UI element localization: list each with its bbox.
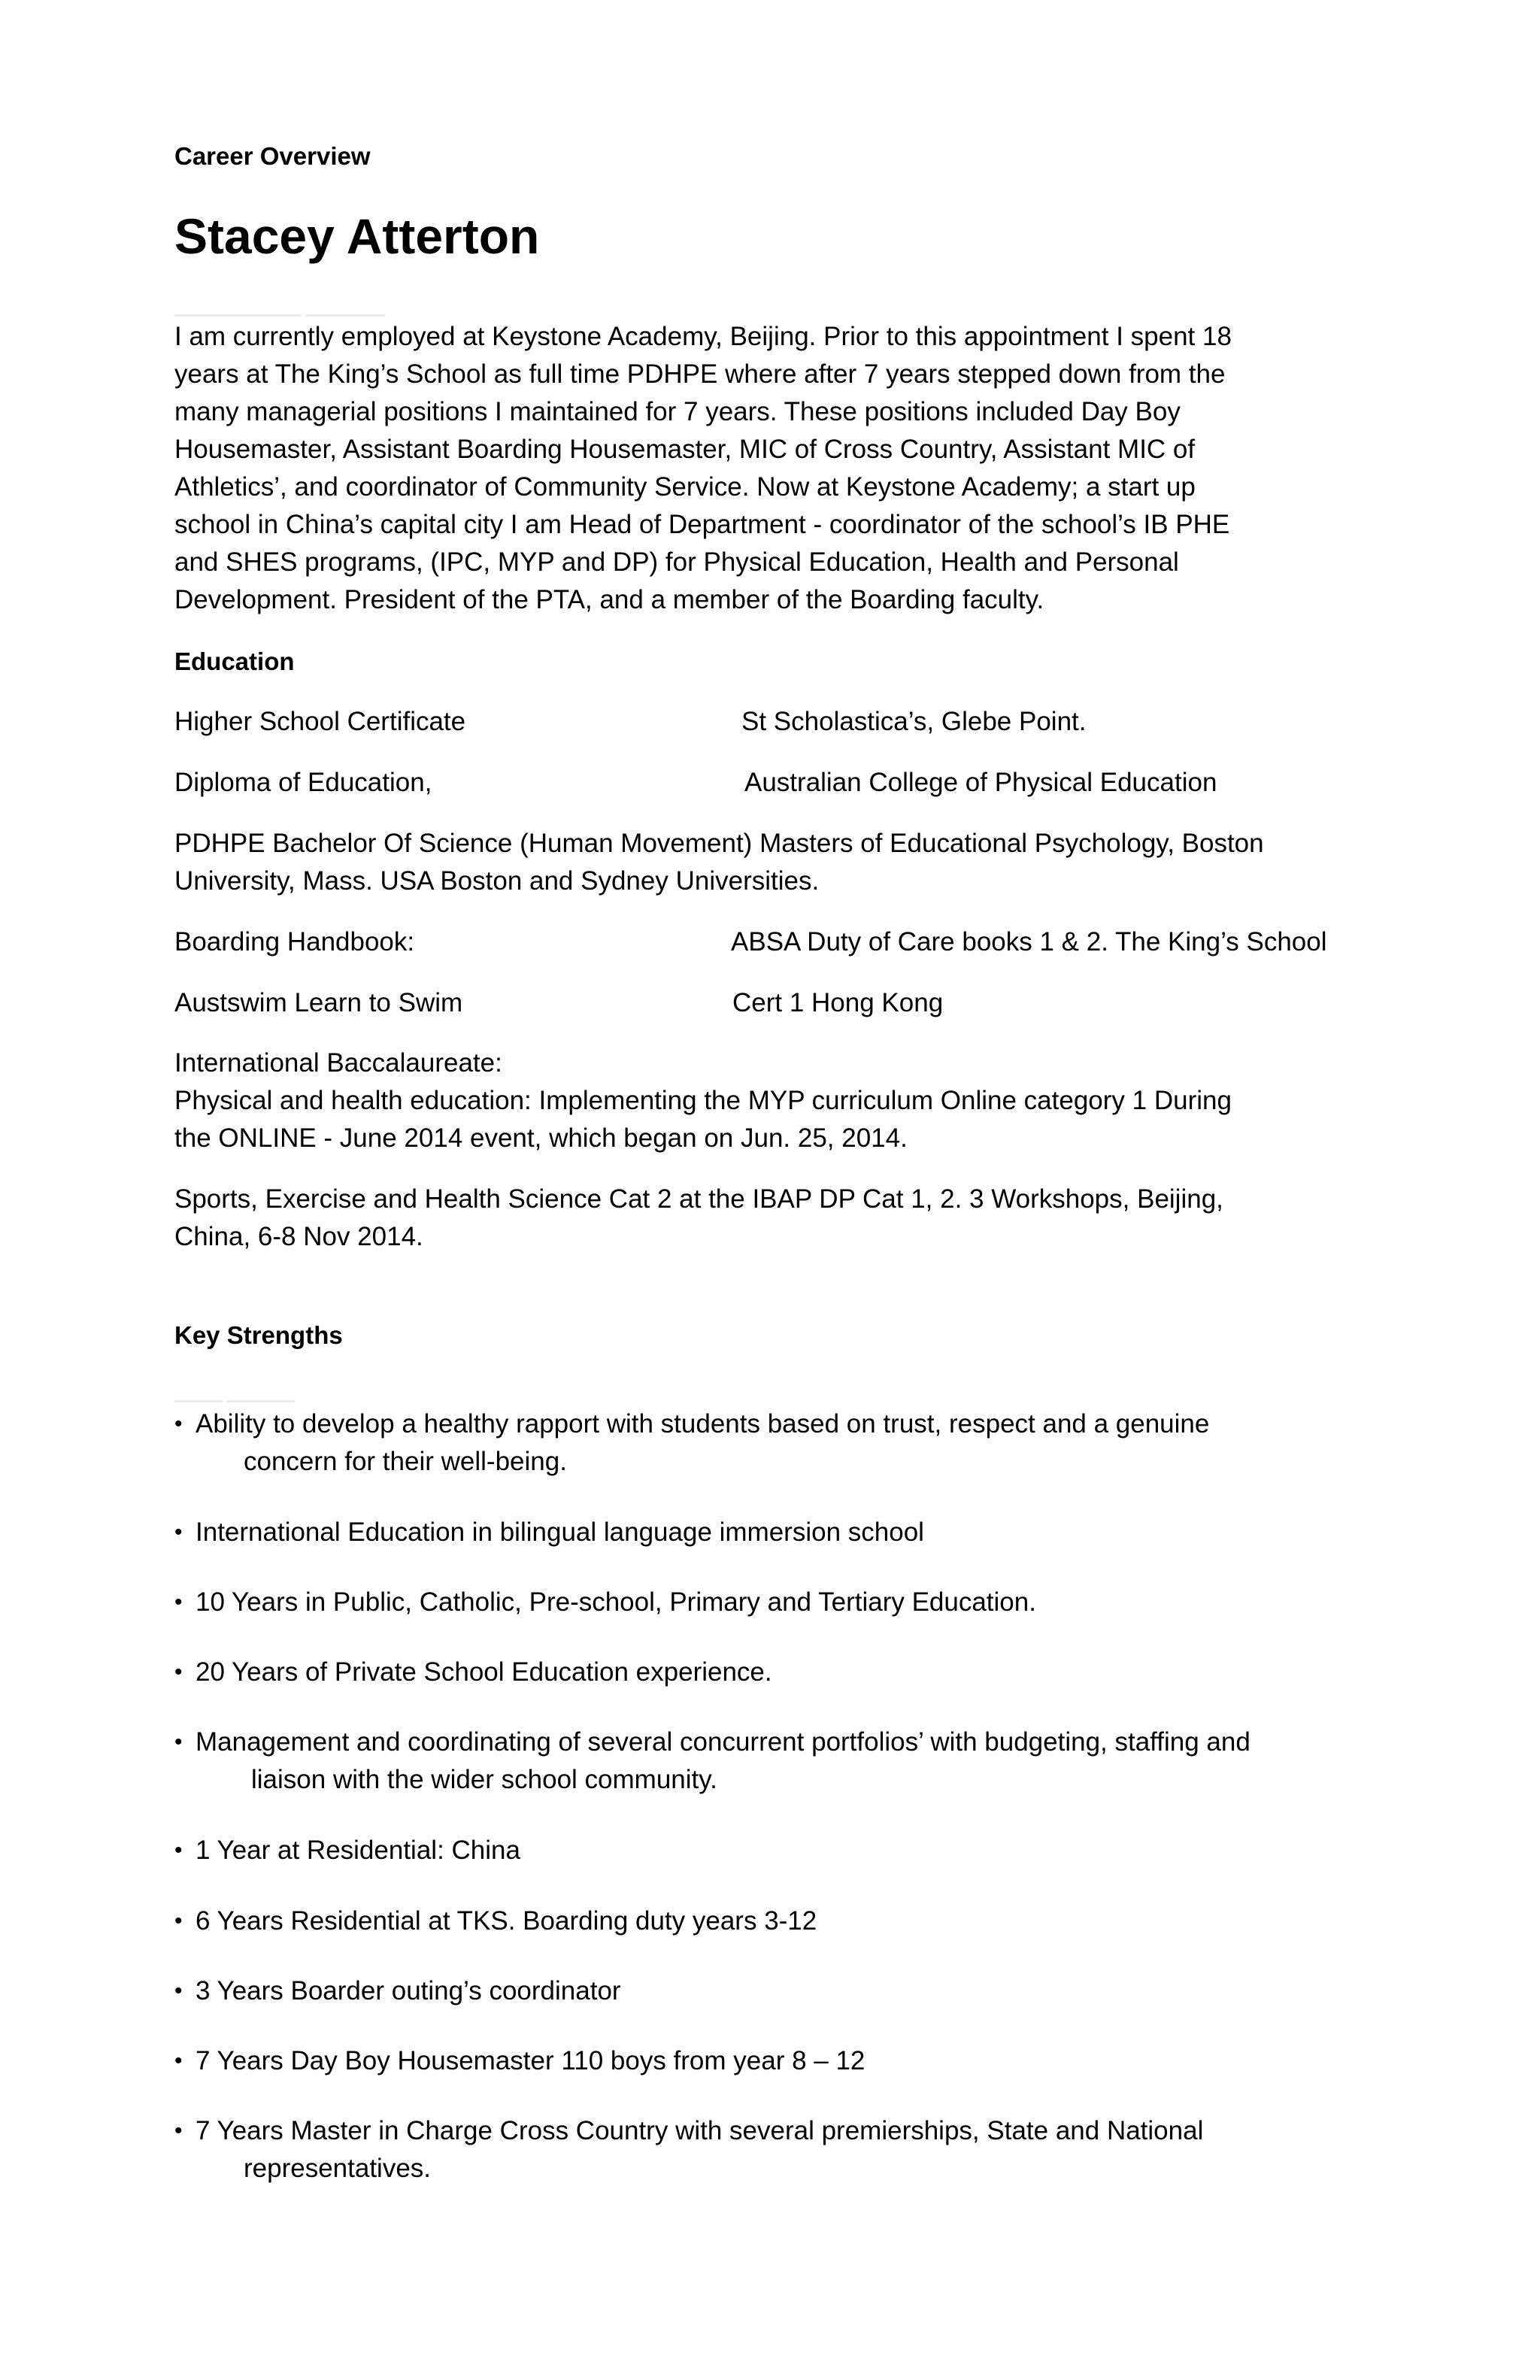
divider-rule [305,314,385,317]
education-shes-line: China, 6-8 Nov 2014. [174,1222,423,1251]
overview-line: Development. President of the PTA, and a member of the Boarding faculty. [174,585,1044,614]
bullet-icon: • [174,2118,183,2143]
list-item-text: International Education in bilingual language immersion school [196,1517,924,1547]
bullet-icon: • [174,1660,183,1684]
bullet-icon: • [174,1590,183,1614]
bullet-icon: • [174,1730,183,1754]
divider-rule [227,1400,295,1402]
divider-rule [174,314,301,317]
education-qualification: Higher School Certificate [174,707,466,736]
education-institution: ABSA Duty of Care books 1 & 2. The King’s School [731,927,1327,957]
list-item-text: 7 Years Master in Charge Cross Country with several premierships, State and National [196,2116,1204,2145]
overview-line: I am currently employed at Keystone Academy, Beijing. Prior to this appointment I spent 18 [174,322,1232,351]
overview-line: years at The King’s School as full time PDHPE where after 7 years stepped down from the [174,359,1226,389]
section-label-career-overview: Career Overview [174,142,371,170]
education-shes-line: Sports, Exercise and Health Science Cat 2 at the IBAP DP Cat 1, 2. 3 Workshops, Beijing, [174,1184,1223,1214]
list-item [174,1902,1378,1940]
education-degree-line: University, Mass. USA Boston and Sydney Universities. [174,866,820,896]
education-institution: St Scholastica’s, Glebe Point. [741,707,1087,736]
education-qualification: Diploma of Education, [174,768,432,797]
overview-line: Housemaster, Assistant Boarding Housemaster, MIC of Cross Country, Assistant MIC of [174,435,1196,464]
list-item [174,1972,1378,2010]
section-title-key-strengths: Key Strengths [174,1321,343,1349]
divider-rule [174,1400,223,1402]
list-item [174,1514,1378,1551]
bullet-icon: • [174,1520,183,1545]
list-item [174,1584,1378,1621]
education-institution: Australian College of Physical Education [744,768,1217,797]
list-item-text: 3 Years Boarder outing’s coordinator [196,1976,621,2006]
list-item-text: 6 Years Residential at TKS. Boarding duty years 3-12 [196,1906,817,1936]
education-ib-line: Physical and health education: Implementing the MYP curriculum Online category 1 During [174,1086,1232,1115]
overview-line: and SHES programs, (IPC, MYP and DP) for Physical Education, Health and Personal [174,547,1179,577]
list-item-text: 10 Years in Public, Catholic, Pre-school, Primary and Tertiary Education. [196,1587,1036,1617]
education-qualification: Boarding Handbook: [174,927,415,957]
list-item [174,1724,1378,1799]
section-title-education: Education [174,647,295,675]
list-item [174,2112,1378,2187]
candidate-name: Stacey Atterton [174,208,540,264]
list-item [174,1405,1378,1481]
overview-line: school in China’s capital city I am Head of Department - coordinator of the school’s IB PHE [174,510,1230,539]
list-item [174,2042,1378,2080]
education-ib-line: International Baccalaureate: [174,1048,502,1078]
education-degree-line: PDHPE Bachelor Of Science (Human Movement) Masters of Educational Psychology, Boston [174,829,1264,858]
list-item-text: 20 Years of Private School Education experience. [196,1657,772,1687]
overview-line: Athletics’, and coordinator of Community Service. Now at Keystone Academy; a start up [174,472,1196,502]
list-item-text: Ability to develop a healthy rapport with students based on trust, respect and a genuine [196,1409,1210,1439]
list-item-text-continued: liaison with the wider school community. [251,1765,717,1794]
bullet-icon: • [174,1838,183,1863]
list-item-text-continued: concern for their well-being. [244,1447,567,1476]
bullet-icon: • [174,1411,183,1436]
bullet-icon: • [174,1978,183,2003]
overview-line: many managerial positions I maintained for 7 years. These positions included Day Boy [174,397,1181,426]
education-ib-line: the ONLINE - June 2014 event, which began on Jun. 25, 2014. [174,1123,908,1153]
education-qualification: Austswim Learn to Swim [174,988,463,1017]
list-item-text: 7 Years Day Boy Housemaster 110 boys from year 8 – 12 [196,2046,865,2075]
list-item [174,1654,1378,1691]
list-item-text-continued: representatives. [244,2154,432,2183]
bullet-icon: • [174,1909,183,1933]
list-item [174,1832,1378,1869]
list-item-text: 1 Year at Residential: China [196,1836,520,1865]
education-institution: Cert 1 Hong Kong [732,988,944,1017]
bullet-icon: • [174,2048,183,2073]
list-item-text: Management and coordinating of several concurrent portfolios’ with budgeting, staffing and [196,1727,1250,1757]
